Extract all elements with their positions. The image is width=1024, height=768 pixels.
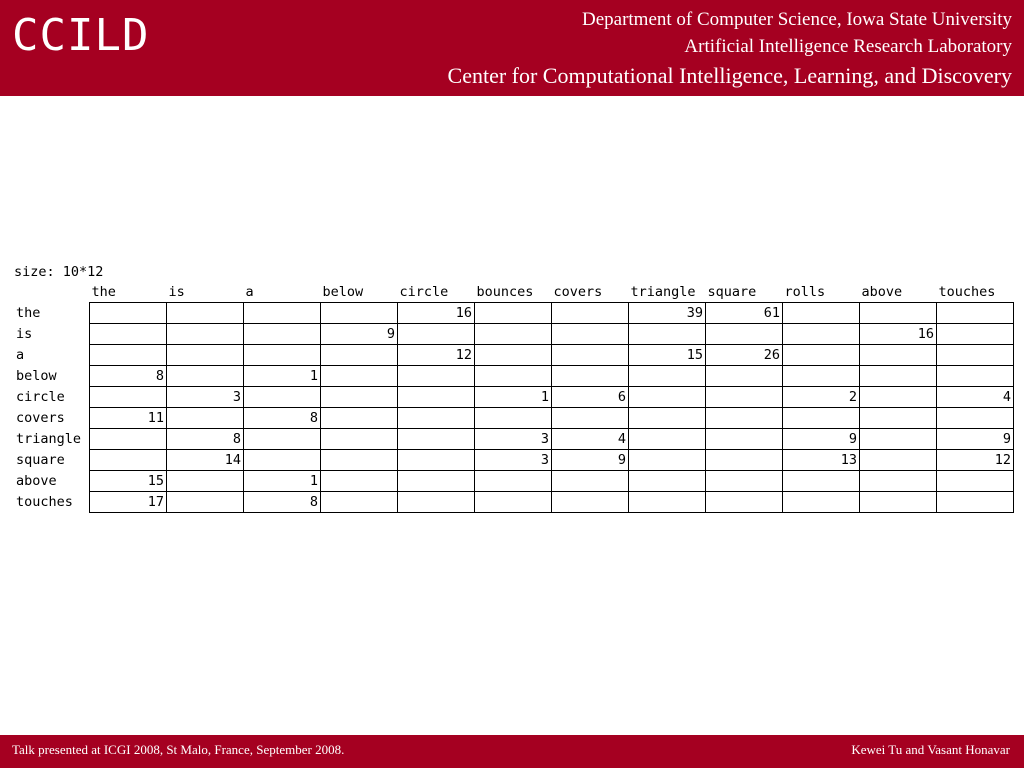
row-label: is — [16, 326, 33, 342]
matrix-cell — [629, 324, 706, 345]
row-label: below — [16, 368, 57, 384]
matrix-cell — [167, 324, 244, 345]
cooccurrence-matrix — [14, 282, 1014, 513]
column-header: square — [707, 284, 757, 300]
footer-banner — [0, 735, 1024, 768]
row-label: covers — [16, 410, 65, 426]
row-label: triangle — [16, 431, 82, 447]
matrix-cell: 3 — [167, 387, 244, 408]
matrix-cell — [167, 345, 244, 366]
row-label: square — [16, 452, 65, 468]
matrix-cell — [475, 492, 552, 513]
table-row — [14, 450, 1014, 471]
matrix-cell — [321, 492, 398, 513]
matrix-cell — [937, 303, 1014, 324]
header-banner — [0, 0, 1024, 96]
matrix-cell — [629, 387, 706, 408]
matrix-cell — [783, 471, 860, 492]
table-row — [14, 366, 1014, 387]
matrix-cell: 8 — [90, 366, 167, 387]
matrix-cell: 39 — [629, 303, 706, 324]
table-row — [14, 324, 1014, 345]
row-label: the — [16, 305, 41, 321]
matrix-cell — [706, 366, 783, 387]
table-row — [14, 492, 1014, 513]
matrix-cell — [706, 471, 783, 492]
matrix-cell: 11 — [90, 408, 167, 429]
matrix-cell — [398, 324, 475, 345]
matrix-cell: 12 — [937, 450, 1014, 471]
matrix-cell — [937, 471, 1014, 492]
matrix-cell — [321, 387, 398, 408]
matrix-cell: 4 — [552, 429, 629, 450]
matrix-cell — [552, 471, 629, 492]
column-header-row — [14, 282, 1014, 303]
matrix-cell — [706, 408, 783, 429]
matrix-cell: 1 — [475, 387, 552, 408]
column-header: is — [168, 284, 185, 300]
slide-content — [14, 262, 1014, 513]
matrix-cell — [244, 387, 321, 408]
matrix-cell: 3 — [475, 450, 552, 471]
matrix-cell — [321, 303, 398, 324]
column-header: circle — [399, 284, 449, 300]
matrix-cell — [398, 366, 475, 387]
matrix-cell — [783, 345, 860, 366]
matrix-cell: 14 — [167, 450, 244, 471]
matrix-cell — [321, 408, 398, 429]
column-header: triangle — [630, 284, 696, 300]
matrix-cell: 16 — [398, 303, 475, 324]
matrix-cell — [860, 387, 937, 408]
matrix-cell — [90, 429, 167, 450]
matrix-cell: 2 — [783, 387, 860, 408]
column-header: touches — [938, 284, 996, 300]
matrix-cell — [90, 450, 167, 471]
matrix-cell — [629, 429, 706, 450]
row-label: a — [16, 347, 25, 363]
matrix-cell: 3 — [475, 429, 552, 450]
ccild-logo: CCILD — [12, 10, 150, 61]
matrix-cell: 6 — [552, 387, 629, 408]
matrix-cell — [475, 471, 552, 492]
matrix-cell — [552, 303, 629, 324]
matrix-cell — [629, 366, 706, 387]
matrix-cell — [937, 408, 1014, 429]
matrix-cell — [552, 324, 629, 345]
matrix-cell — [90, 387, 167, 408]
matrix-cell — [706, 387, 783, 408]
matrix-cell: 16 — [860, 324, 937, 345]
matrix-cell — [860, 471, 937, 492]
matrix-cell — [860, 492, 937, 513]
matrix-cell: 15 — [629, 345, 706, 366]
row-label: above — [16, 473, 57, 489]
matrix-cell — [552, 345, 629, 366]
matrix-cell — [860, 429, 937, 450]
matrix-cell — [937, 366, 1014, 387]
matrix-cell: 8 — [167, 429, 244, 450]
matrix-cell: 9 — [321, 324, 398, 345]
matrix-cell — [398, 429, 475, 450]
matrix-cell — [167, 492, 244, 513]
matrix-cell — [90, 303, 167, 324]
matrix-cell — [629, 492, 706, 513]
matrix-size-label: size: 10*12 — [14, 264, 104, 280]
laboratory-line: Artificial Intelligence Research Laboratory — [684, 36, 1012, 57]
matrix-cell — [706, 492, 783, 513]
matrix-cell — [244, 303, 321, 324]
matrix-cell — [475, 303, 552, 324]
matrix-cell — [475, 408, 552, 429]
matrix-cell: 13 — [783, 450, 860, 471]
matrix-cell — [90, 345, 167, 366]
matrix-cell — [475, 366, 552, 387]
matrix-cell: 8 — [244, 492, 321, 513]
department-line: Department of Computer Science, Iowa State University — [581, 9, 1012, 30]
matrix-cell — [321, 471, 398, 492]
matrix-cell — [552, 492, 629, 513]
matrix-cell — [244, 429, 321, 450]
matrix-cell: 1 — [244, 366, 321, 387]
row-label: circle — [16, 389, 65, 405]
matrix-cell: 9 — [783, 429, 860, 450]
matrix-cell: 9 — [937, 429, 1014, 450]
column-header: bounces — [476, 284, 534, 300]
matrix-cell — [552, 366, 629, 387]
matrix-body — [14, 303, 1014, 513]
matrix-cell — [552, 408, 629, 429]
matrix-cell — [937, 492, 1014, 513]
table-row — [14, 345, 1014, 366]
matrix-cell — [860, 450, 937, 471]
matrix-cell: 12 — [398, 345, 475, 366]
matrix-cell — [321, 366, 398, 387]
matrix-cell: 8 — [244, 408, 321, 429]
table-row — [14, 429, 1014, 450]
matrix-cell: 1 — [244, 471, 321, 492]
column-header: the — [91, 284, 116, 300]
matrix-cell — [783, 408, 860, 429]
matrix-cell — [860, 366, 937, 387]
matrix-cell — [706, 324, 783, 345]
matrix-cell: 4 — [937, 387, 1014, 408]
matrix-cell — [167, 303, 244, 324]
matrix-cell — [167, 408, 244, 429]
matrix-cell — [783, 366, 860, 387]
matrix-cell — [398, 387, 475, 408]
table-row — [14, 387, 1014, 408]
matrix-cell — [629, 471, 706, 492]
matrix-cell — [860, 408, 937, 429]
matrix-cell — [475, 345, 552, 366]
matrix-cell — [783, 324, 860, 345]
matrix-cell — [244, 450, 321, 471]
matrix-cell — [860, 303, 937, 324]
matrix-cell: 26 — [706, 345, 783, 366]
authors: Kewei Tu and Vasant Honavar — [851, 742, 1010, 757]
matrix-cell — [244, 324, 321, 345]
column-header: rolls — [784, 284, 826, 300]
column-header: above — [861, 284, 903, 300]
column-header: covers — [553, 284, 603, 300]
matrix-cell — [937, 324, 1014, 345]
matrix-cell — [90, 324, 167, 345]
matrix-cell — [783, 492, 860, 513]
matrix-cell — [321, 429, 398, 450]
matrix-cell — [398, 471, 475, 492]
table-row — [14, 471, 1014, 492]
matrix-cell — [398, 450, 475, 471]
matrix-cell — [629, 408, 706, 429]
table-row — [14, 408, 1014, 429]
column-header: a — [245, 284, 254, 300]
matrix-cell: 17 — [90, 492, 167, 513]
matrix-cell — [783, 303, 860, 324]
matrix-cell — [629, 450, 706, 471]
matrix-cell — [706, 429, 783, 450]
matrix-cell — [244, 345, 321, 366]
column-header: below — [322, 284, 364, 300]
row-label: touches — [16, 494, 73, 510]
matrix-cell — [321, 450, 398, 471]
matrix-cell — [398, 492, 475, 513]
matrix-cell: 61 — [706, 303, 783, 324]
matrix-cell — [937, 345, 1014, 366]
matrix-cell — [398, 408, 475, 429]
matrix-cell — [167, 366, 244, 387]
matrix-cell — [706, 450, 783, 471]
matrix-cell — [167, 471, 244, 492]
header-affiliation — [448, 6, 1012, 91]
matrix-cell: 15 — [90, 471, 167, 492]
matrix-cell — [475, 324, 552, 345]
matrix-cell: 9 — [552, 450, 629, 471]
corner-cell — [14, 282, 90, 303]
talk-info: Talk presented at ICGI 2008, St Malo, France, September 2008. — [12, 742, 345, 757]
matrix-cell — [321, 345, 398, 366]
center-line: Center for Computational Intelligence, Learning, and Discovery — [447, 63, 1012, 88]
matrix-cell — [860, 345, 937, 366]
table-row — [14, 303, 1014, 324]
